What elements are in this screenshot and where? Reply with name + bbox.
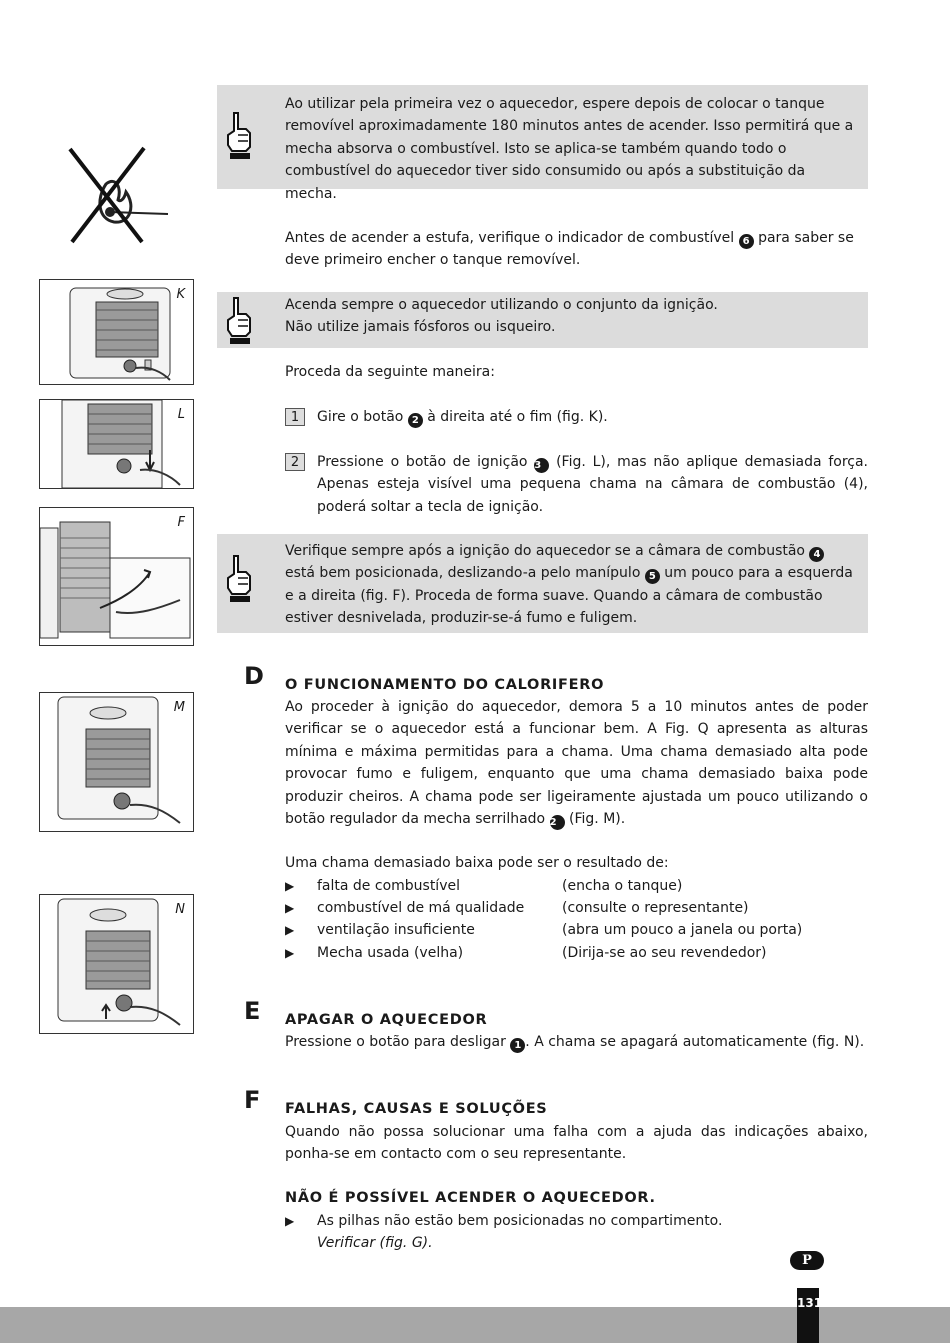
bullet-arrow-icon: ▶ <box>285 879 295 893</box>
note-first-use <box>217 85 868 202</box>
section-e-letter: E <box>244 997 261 1025</box>
section-e-body <box>285 1031 868 1053</box>
heater-illustration-l <box>40 400 194 489</box>
fuel-check-paragraph <box>285 227 868 272</box>
step-2-text-part-1: Pressione o botão de ignição <box>317 454 528 470</box>
step-1-text-part-2: à direita até o fim (fig. K). <box>427 409 608 425</box>
low-flame-intro: Uma chama demasiado baixa pode ser o resultado de: <box>285 855 669 871</box>
bullet-arrow-icon: ▶ <box>285 946 295 960</box>
fuel-check-text-1: Antes de acender a estufa, verifique o indicador de combustível <box>285 230 735 246</box>
cause-text: combustível de má qualidade <box>317 900 525 916</box>
part-number-badge: 4 <box>809 547 824 562</box>
figure-label-l: L <box>177 407 185 422</box>
figure-l <box>39 399 194 489</box>
page-number: 131 <box>797 1296 823 1310</box>
note-combustion-chamber <box>217 534 868 633</box>
part-number-badge: 2 <box>550 815 565 830</box>
pointing-hand-icon <box>226 296 252 346</box>
cause-row <box>285 919 868 941</box>
fault-item-text: As pilhas não estão bem posicionadas no compartimento. <box>317 1213 723 1229</box>
part-number-badge: 5 <box>645 569 660 584</box>
section-f-title: FALHAS, CAUSAS E SOLUÇÕES <box>285 1101 548 1117</box>
fuel-check-text-2: para saber se deve primeiro encher o tanque removível. <box>285 230 854 269</box>
section-d-body <box>285 696 868 830</box>
section-e-body-text-1: Pressione o botão para desligar <box>285 1034 506 1050</box>
part-number-badge: 2 <box>408 413 423 428</box>
figure-label-f: F <box>177 515 185 530</box>
section-d-title: O FUNCIONAMENTO DO CALORIFERO <box>285 677 605 693</box>
pointing-hand-icon <box>226 554 252 604</box>
remedy-text: (abra um pouco a janela ou porta) <box>562 922 803 938</box>
part-number-badge: 3 <box>534 458 549 473</box>
figure-label-k: K <box>176 287 185 302</box>
figure-n <box>39 894 194 1034</box>
language-badge: P <box>790 1251 824 1270</box>
step-number-2: 2 <box>285 453 305 471</box>
pointing-hand-icon <box>226 111 252 161</box>
remedy-text: (encha o tanque) <box>562 878 683 894</box>
step-number-1: 1 <box>285 408 305 426</box>
section-e-title: APAGAR O AQUECEDOR <box>285 1012 488 1028</box>
procedure-intro: Proceda da seguinte maneira: <box>285 364 495 380</box>
step-1-text-part-1: Gire o botão <box>317 409 404 425</box>
note-combustion-text <box>285 540 856 630</box>
no-matches-icon <box>66 144 170 246</box>
cause-text: falta de combustível <box>317 878 460 894</box>
note-combustion-text-3: um pouco para a esquerda e a direita (fig. F). Proceda de forma suave. Quando a câmara de combustão estiver desnivelada, produzir-se-á fumo e fuligem. <box>285 565 853 627</box>
section-d-letter: D <box>244 662 264 690</box>
section-f-letter: F <box>244 1086 261 1114</box>
cause-text: ventilação insuficiente <box>317 922 475 938</box>
part-number-badge: 6 <box>739 234 754 249</box>
fault-item-note: Verificar (fig. G). <box>317 1235 433 1251</box>
note-first-use-text: Ao utilizar pela primeira vez o aquecedor, espere depois de colocar o tanque removível aproximadamente 180 minutos antes de acender. Isso permitirá que a mecha absorva o combustível. Isto se aplica-se também quando todo o combustível do aquecedor tiver sido consumido ou após a substituição da mecha. <box>285 96 854 202</box>
bullet-arrow-icon: ▶ <box>285 1214 295 1228</box>
section-d-body-text-2: (Fig. M). <box>569 811 626 828</box>
remedy-text: (consulte o representante) <box>562 900 749 916</box>
heater-illustration-k <box>40 280 194 385</box>
figure-k <box>39 279 194 385</box>
section-f-subtitle: NÃO É POSSÍVEL ACENDER O AQUECEDOR. <box>285 1190 656 1206</box>
step-2-text-part-2: (Fig. L), mas não aplique demasiada força. Apenas esteja visível uma pequena chama na câmara de combustão (4), poderá soltar a tecla de ignição. <box>317 454 869 515</box>
bullet-arrow-icon: ▶ <box>285 923 295 937</box>
step-1-text <box>317 406 868 428</box>
part-number-badge: 1 <box>510 1038 525 1053</box>
figure-m <box>39 692 194 832</box>
note-ignition-line-1: Acenda sempre o aquecedor utilizando o conjunto da ignição. <box>285 297 718 313</box>
heater-illustration-n <box>40 895 194 1034</box>
heater-illustration-f <box>40 508 194 646</box>
figure-f <box>39 507 194 646</box>
note-combustion-text-1: Verifique sempre após a ignição do aquecedor se a câmara de combustão <box>285 543 805 559</box>
bullet-arrow-icon: ▶ <box>285 901 295 915</box>
section-d-body-text-1: Ao proceder à ignição do aquecedor, demora 5 a 10 minutos antes de poder verificar se o aquecedor está a funcionar bem. A Fig. Q apresenta as alturas mínima e máxima permitidas para a chama. Uma chama demasiado alta pode provocar fumo e fuligem, enquanto que uma chama demasiado baixa pode produzir cheiros. A chama pode ser ligeiramente ajustada um pouco utilizando o botão regulador da mecha serrilhado <box>285 699 868 828</box>
remedy-text: (Dirija-se ao seu revendedor) <box>562 945 767 961</box>
note-ignition <box>217 292 868 348</box>
section-f-body: Quando não possa solucionar uma falha com a ajuda das indicações abaixo, ponha-se em contacto com o seu representante. <box>285 1124 868 1163</box>
cause-text: Mecha usada (velha) <box>317 945 464 961</box>
section-e-body-text-2: . A chama se apagará automaticamente (fig. N). <box>525 1034 865 1050</box>
step-2-text <box>317 451 868 518</box>
cause-row <box>285 897 868 919</box>
note-combustion-text-2: está bem posicionada, deslizando-a pelo manípulo <box>285 565 641 582</box>
cause-row <box>285 875 868 897</box>
cause-row <box>285 942 868 964</box>
figure-label-n: N <box>175 902 185 917</box>
fault-item <box>285 1210 868 1232</box>
heater-illustration-m <box>40 693 194 832</box>
page-number-tab <box>797 1288 823 1343</box>
note-ignition-line-2: Não utilize jamais fósforos ou isqueiro. <box>285 319 556 336</box>
figure-label-m: M <box>173 700 185 715</box>
